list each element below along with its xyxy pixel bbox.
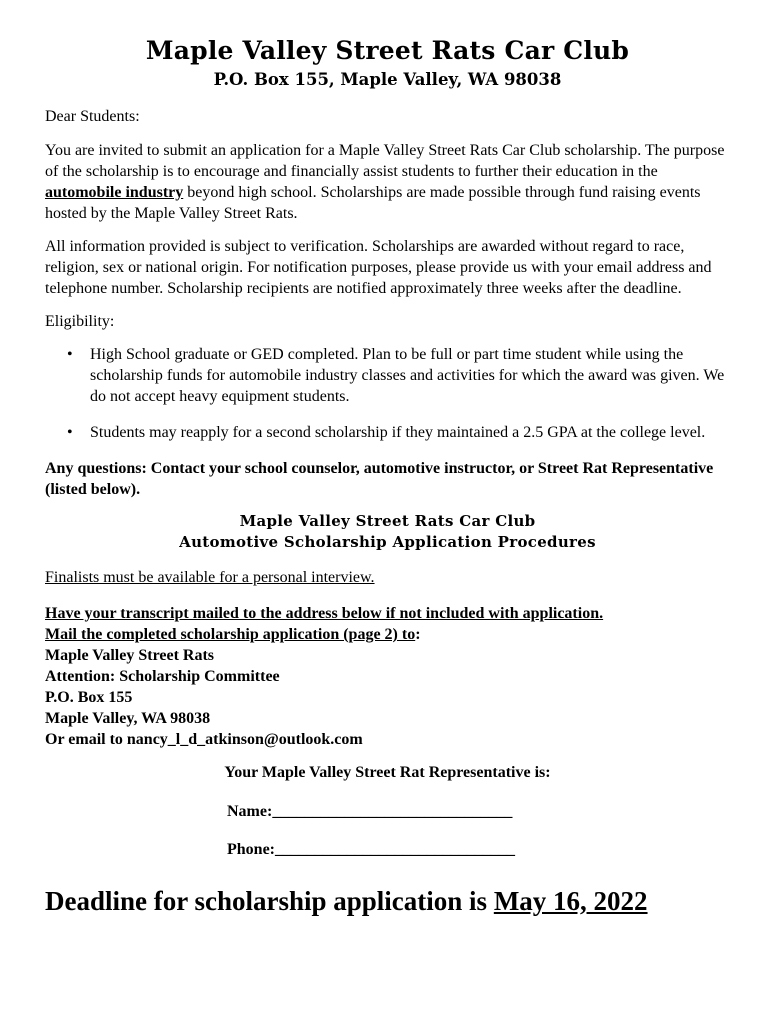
address-line: Attention: Scholarship Committee (45, 668, 280, 685)
finalists-note: Finalists must be available for a personal interview. (45, 569, 375, 586)
address-line: Maple Valley, WA 98038 (45, 710, 211, 727)
eligibility-label: Eligibility: (45, 313, 115, 330)
mailing-instructions (45, 603, 730, 750)
mail-instruction-colon: : (415, 626, 421, 643)
list-item (45, 344, 730, 407)
club-address: P.O. Box 155, Maple Valley, WA 98038 (213, 70, 562, 89)
transcript-instruction: Have your transcript mailed to the address below if not included with application. (45, 605, 604, 622)
address-line: P.O. Box 155 (45, 689, 133, 706)
deadline-label: Deadline for scholarship application is (45, 886, 494, 916)
representative-phone-field: Phone:______________________________ (227, 841, 515, 858)
address-line: Maple Valley Street Rats (45, 647, 215, 664)
representative-name-field: Name:______________________________ (227, 803, 513, 820)
procedures-title (45, 511, 730, 553)
mail-instruction-line (45, 624, 730, 645)
eligibility-item-text: Students may reapply for a second scholarship if they maintained a 2.5 GPA at the college level. (90, 424, 706, 441)
bullet-icon: • (67, 346, 73, 363)
eligibility-item-text: High School graduate or GED completed. Plan to be full or part time student while using the scholarship funds for automobile industry classes and activities for which the award was given. We do not accept heavy equipment students. (90, 346, 725, 405)
bullet-icon: • (67, 424, 73, 441)
club-title: Maple Valley Street Rats Car Club (145, 36, 630, 65)
list-item (45, 422, 730, 443)
intro-text-start: You are invited to submit an application for a Maple Valley Street Rats Car Club scholarship. The purpose of the scholarship is to encourage and financially assist students to further their education in the (45, 142, 725, 180)
intro-paragraph (45, 140, 730, 224)
deadline-statement (45, 884, 730, 918)
scholarship-letter-page (45, 34, 730, 918)
representative-title: Your Maple Valley Street Rat Representative is: (224, 764, 551, 781)
eligibility-list (45, 344, 730, 443)
intro-text-end: beyond high school. Scholarships are made possible through fund raising events hosted by the Maple Valley Street Rats. (45, 184, 701, 222)
questions-note: Any questions: Contact your school counselor, automotive instructor, or Street Rat Representative (listed below). (45, 460, 714, 498)
mail-instruction: Mail the completed scholarship application (page 2) to (45, 626, 416, 643)
procedures-title-line1: Maple Valley Street Rats Car Club (239, 512, 536, 530)
procedures-title-line2: Automotive Scholarship Application Procedures (179, 533, 596, 551)
greeting: Dear Students: (45, 108, 140, 125)
automobile-industry-emphasis: automobile industry (45, 184, 184, 201)
email-line: Or email to nancy_l_d_atkinson@outlook.com (45, 731, 363, 748)
deadline-date: May 16, 2022 (493, 886, 648, 916)
verification-paragraph: All information provided is subject to verification. Scholarships are awarded without regard to race, religion, sex or national origin. For notification purposes, please provide us with your email address and telephone number. Scholarship recipients are notified approximately three weeks after the deadline. (45, 238, 712, 297)
